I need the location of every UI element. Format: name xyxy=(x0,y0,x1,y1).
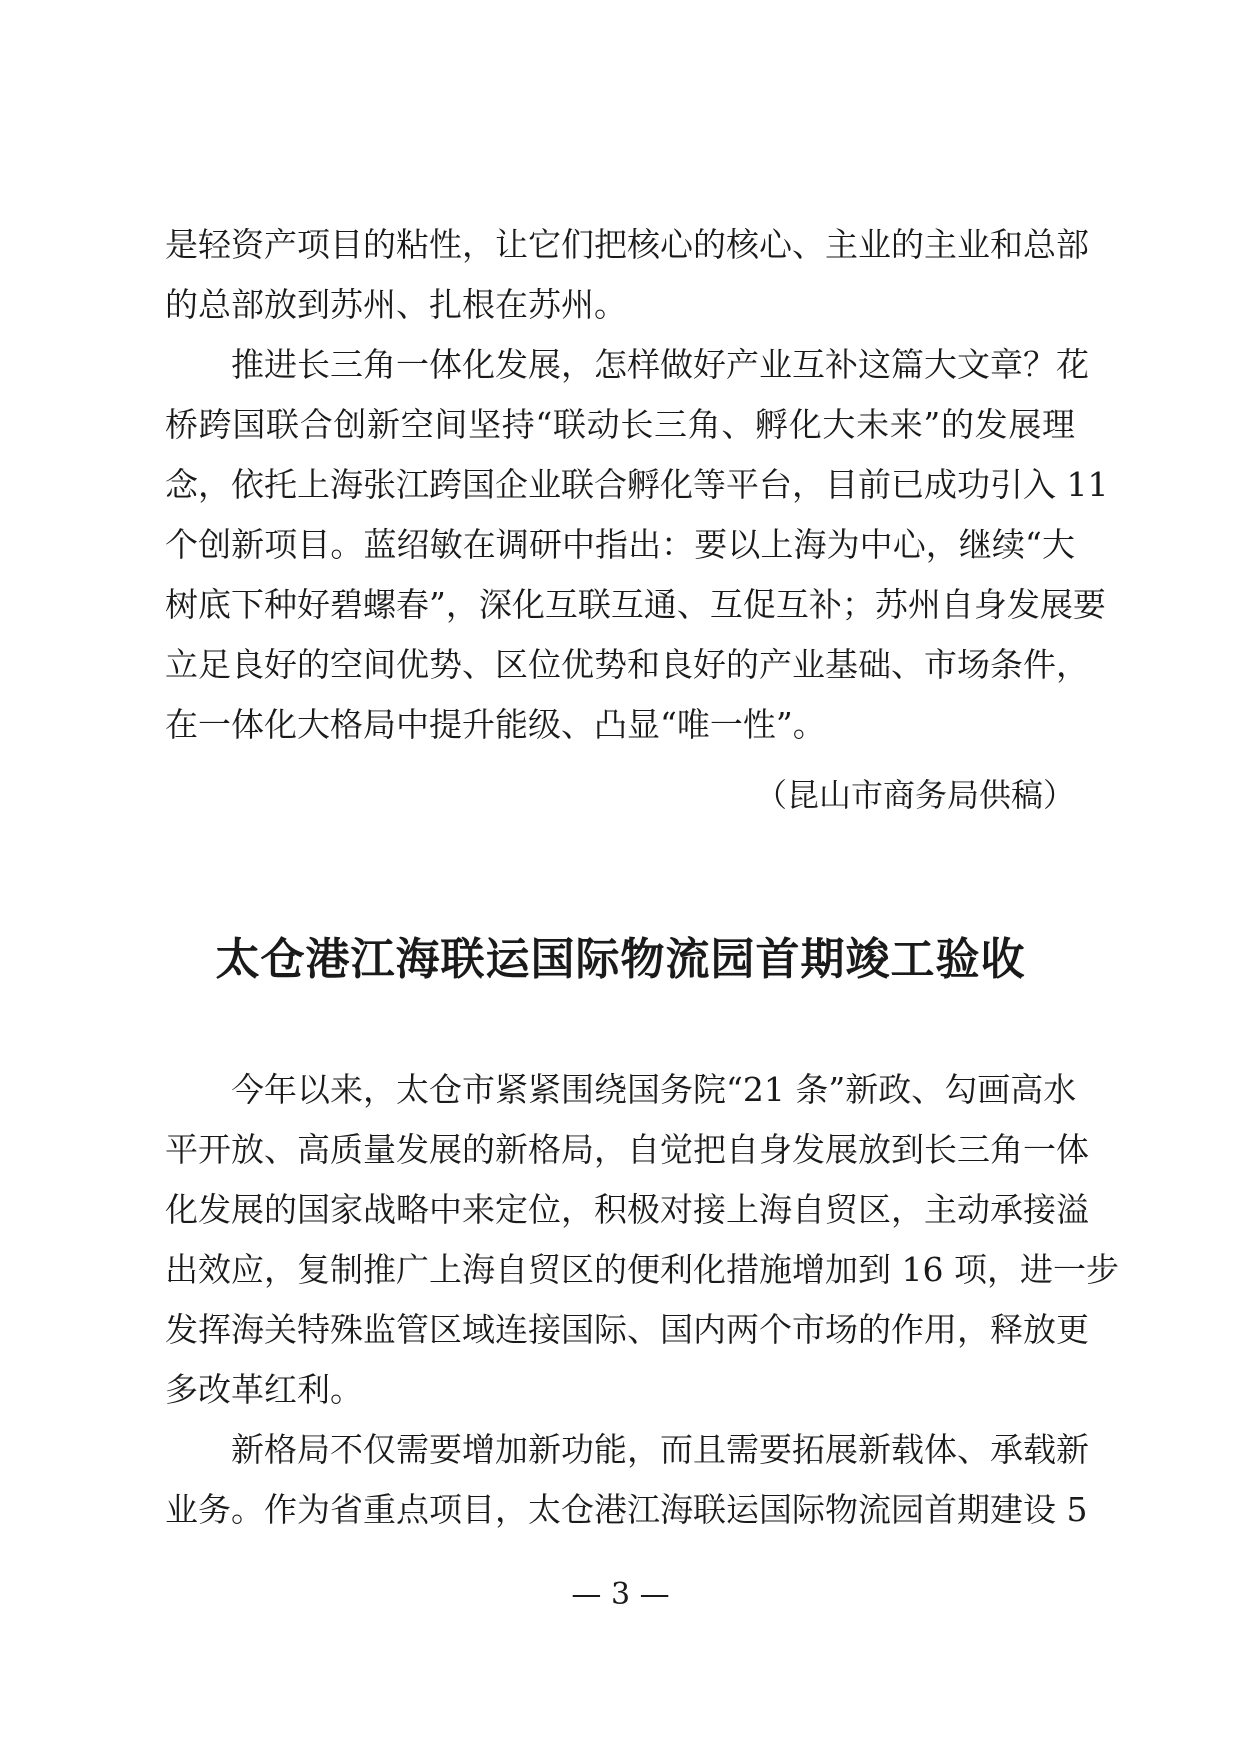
article1-line: 在一体化大格局中提升能级、凸显“唯一性”。 xyxy=(165,705,826,744)
article2-line: 平开放、高质量发展的新格局，自觉把自身发展放到长三角一体 xyxy=(165,1130,1089,1169)
article2-title: 太仓港江海联运国际物流园首期竣工验收 xyxy=(215,934,1026,985)
article1-line: 是轻资产项目的粘性，让它们把核心的核心、主业的主业和总部 xyxy=(165,225,1089,264)
article1-line: 立足良好的空间优势、区位优势和良好的产业基础、市场条件， xyxy=(165,645,1089,684)
article2-line: 发挥海关特殊监管区域连接国际、国内两个市场的作用，释放更 xyxy=(165,1310,1089,1349)
article1-line: 桥跨国联合创新空间坚持“联动长三角、孵化大未来”的发展理 xyxy=(165,405,1075,444)
article1-source: （昆山市商务局供稿） xyxy=(754,776,1075,814)
page-number: — 3 — xyxy=(571,1577,670,1612)
article1-line: 树底下种好碧螺春”，深化互联互通、互促互补；苏州自身发展要 xyxy=(165,585,1106,624)
article1-line: 个创新项目。蓝绍敏在调研中指出：要以上海为中心，继续“大 xyxy=(165,525,1075,564)
article1-line: 推进长三角一体化发展，怎样做好产业互补这篇大文章？花 xyxy=(231,345,1089,384)
article1-line: 的总部放到苏州、扎根在苏州。 xyxy=(165,285,627,324)
article2-line: 业务。作为省重点项目，太仓港江海联运国际物流园首期建设 5 xyxy=(165,1490,1088,1529)
article2-line: 化发展的国家战略中来定位，积极对接上海自贸区，主动承接溢 xyxy=(165,1190,1089,1229)
article1-body xyxy=(165,215,1109,755)
article2-line: 新格局不仅需要增加新功能，而且需要拓展新载体、承载新 xyxy=(231,1430,1089,1469)
article2-line: 多改革红利。 xyxy=(165,1370,363,1409)
article1-line: 念，依托上海张江跨国企业联合孵化等平台，目前已成功引入 11 xyxy=(165,465,1109,504)
article2-line: 出效应，复制推广上海自贸区的便利化措施增加到 16 项，进一步 xyxy=(165,1250,1119,1289)
article2-line: 今年以来，太仓市紧紧围绕国务院“21 条”新政、勾画高水 xyxy=(231,1070,1077,1109)
article2-body xyxy=(165,1060,1119,1540)
